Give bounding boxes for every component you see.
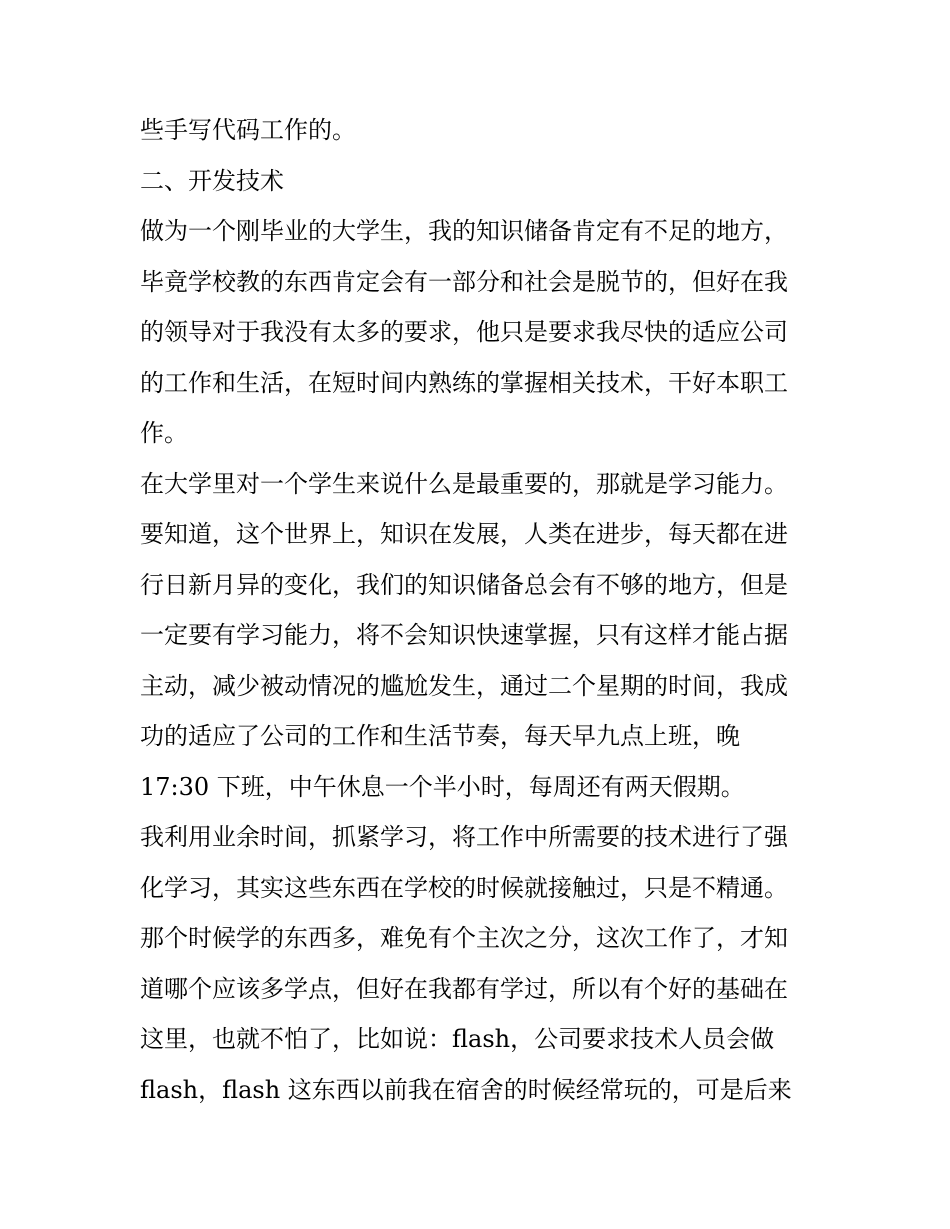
text-line: 主动，减少被动情况的尴尬发生，通过二个星期的时间，我成 [140,671,788,700]
text-line: 功的适应了公司的工作和生活节奏，每天早九点上班，晚 [140,722,740,750]
text-line: 我利用业余时间，抓紧学习，将工作中所需要的技术进行了强 [140,823,788,851]
text-line: 在大学里对一个学生来说什么是最重要的，那就是学习能力。 [140,469,788,498]
document-body [140,105,820,1115]
text-line: 一定要有学习能力，将不会知识快速掌握，只有这样才能占据 [140,621,788,649]
text-line: 些手写代码工作的。 [140,116,356,144]
text-line: 道哪个应该多学点，但好在我都有学过，所以有个好的基础在 [140,974,788,1003]
text-line: 做为一个刚毕业的大学生，我的知识储备肯定有不足的地方， [140,217,788,245]
text-line: flash，flash 这东西以前我在宿舍的时候经常玩的，可是后来 [140,1075,792,1104]
text-line: 的领导对于我没有太多的要求，他只是要求我尽快的适应公司 [140,318,788,346]
text-line: 作。 [140,419,188,447]
text-line: 行日新月异的变化，我们的知识储备总会有不够的地方，但是 [140,570,788,599]
text-line: 要知道，这个世界上，知识在发展，人类在进步，每天都在进 [140,520,788,548]
text-line: 那个时候学的东西多，难免有个主次之分，这次工作了，才知 [140,924,788,952]
text-line: 17:30 下班，中午休息一个半小时，每周还有两天假期。 [140,772,745,801]
text-line: 化学习，其实这些东西在学校的时候就接触过，只是不精通。 [140,873,788,902]
text-line: 毕竟学校教的东西肯定会有一部分和社会是脱节的，但好在我 [140,267,788,296]
text-line: 的工作和生活，在短时间内熟练的掌握相关技术，干好本职工 [140,368,788,397]
text-line: 这里，也就不怕了，比如说：flash，公司要求技术人员会做 [140,1025,775,1053]
section-heading: 二、开发技术 [140,166,284,195]
